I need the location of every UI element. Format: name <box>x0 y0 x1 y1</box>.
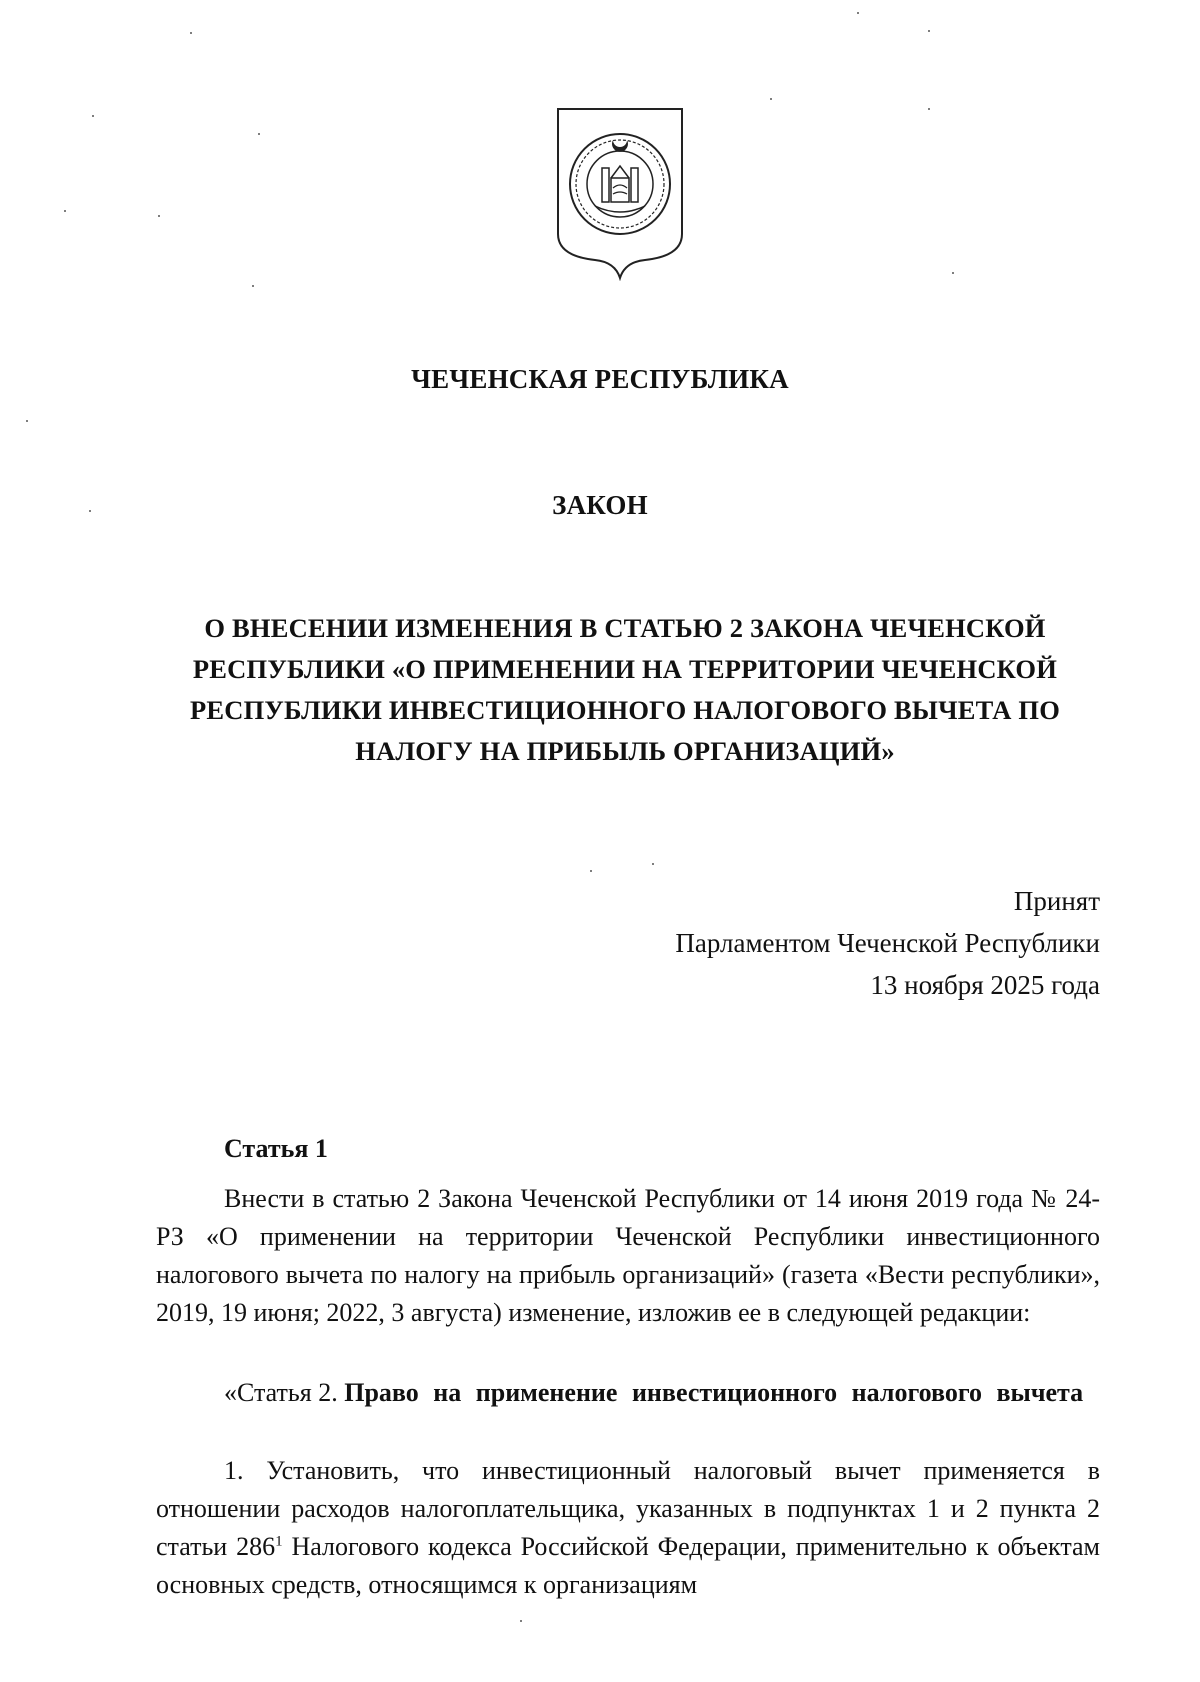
scan-speck <box>158 215 160 217</box>
law-title: О ВНЕСЕНИИ ИЗМЕНЕНИЯ В СТАТЬЮ 2 ЗАКОНА ЧЕЧЕНСКОЙ РЕСПУБЛИКИ «О ПРИМЕНЕНИИ НА ТЕРРИТОРИИ ЧЕЧЕНСКОЙ РЕСПУБЛИКИ ИНВЕСТИЦИОННОГО НАЛОГОВОГО ВЫЧЕТА ПО НАЛОГУ НА ПРИБЫЛЬ ОРГАНИЗАЦИЙ» <box>189 613 1061 766</box>
adopted-label: Принят <box>1013 886 1100 916</box>
coat-of-arms-icon <box>555 106 685 281</box>
article-2-heading <box>224 1374 1100 1412</box>
adopted-by: Парламентом Чеченской Республики <box>675 928 1100 958</box>
scan-speck <box>92 115 94 117</box>
scan-speck <box>590 870 592 872</box>
scan-speck <box>26 420 28 422</box>
scan-speck <box>770 98 772 100</box>
scan-speck <box>857 12 859 14</box>
document-type-heading: ЗАКОН <box>552 490 648 520</box>
scan-speck <box>64 210 66 212</box>
article-1-paragraph: Внести в статью 2 Закона Чеченской Республики от 14 июня 2019 года № 24-РЗ «О применении на территории Чеченской Республики инвестиционного налогового вычета по налогу на прибыль организаций» (газета «Вести республики», 2019, 19 июня; 2022, 3 августа) изменение, изложив ее в следующей редакции: <box>156 1184 1100 1327</box>
scan-speck <box>928 108 930 110</box>
article-1-title: Статья 1 <box>224 1134 328 1163</box>
article-2-name: Право на применение инвестиционного налогового вычета <box>344 1378 1084 1407</box>
scan-speck <box>652 863 654 865</box>
adoption-block <box>675 880 1100 1006</box>
point-1-superscript: 1 <box>275 1533 283 1550</box>
point-1-text-after: Налогового кодекса Российской Федерации, применительно к объектам основных средств, относящимся к организациям <box>156 1532 1100 1599</box>
scan-speck <box>952 272 954 274</box>
scan-speck <box>190 32 192 34</box>
scan-speck <box>258 133 260 135</box>
scan-speck <box>252 285 254 287</box>
scan-speck <box>89 510 91 512</box>
point-1-text-before: 1. Установить, что инвестиционный налоговый вычет применяется в отношении расходов налогоплательщика, указанных в подпунктах 1 и 2 пункта 2 статьи 286 <box>156 1456 1100 1561</box>
adopted-date: 13 ноября 2025 года <box>870 970 1100 1000</box>
scan-speck <box>520 1620 522 1622</box>
article-2-prefix: «Статья 2. <box>224 1378 345 1407</box>
scan-speck <box>928 30 930 32</box>
republic-heading: ЧЕЧЕНСКАЯ РЕСПУБЛИКА <box>411 364 789 394</box>
point-1-paragraph <box>156 1452 1100 1604</box>
